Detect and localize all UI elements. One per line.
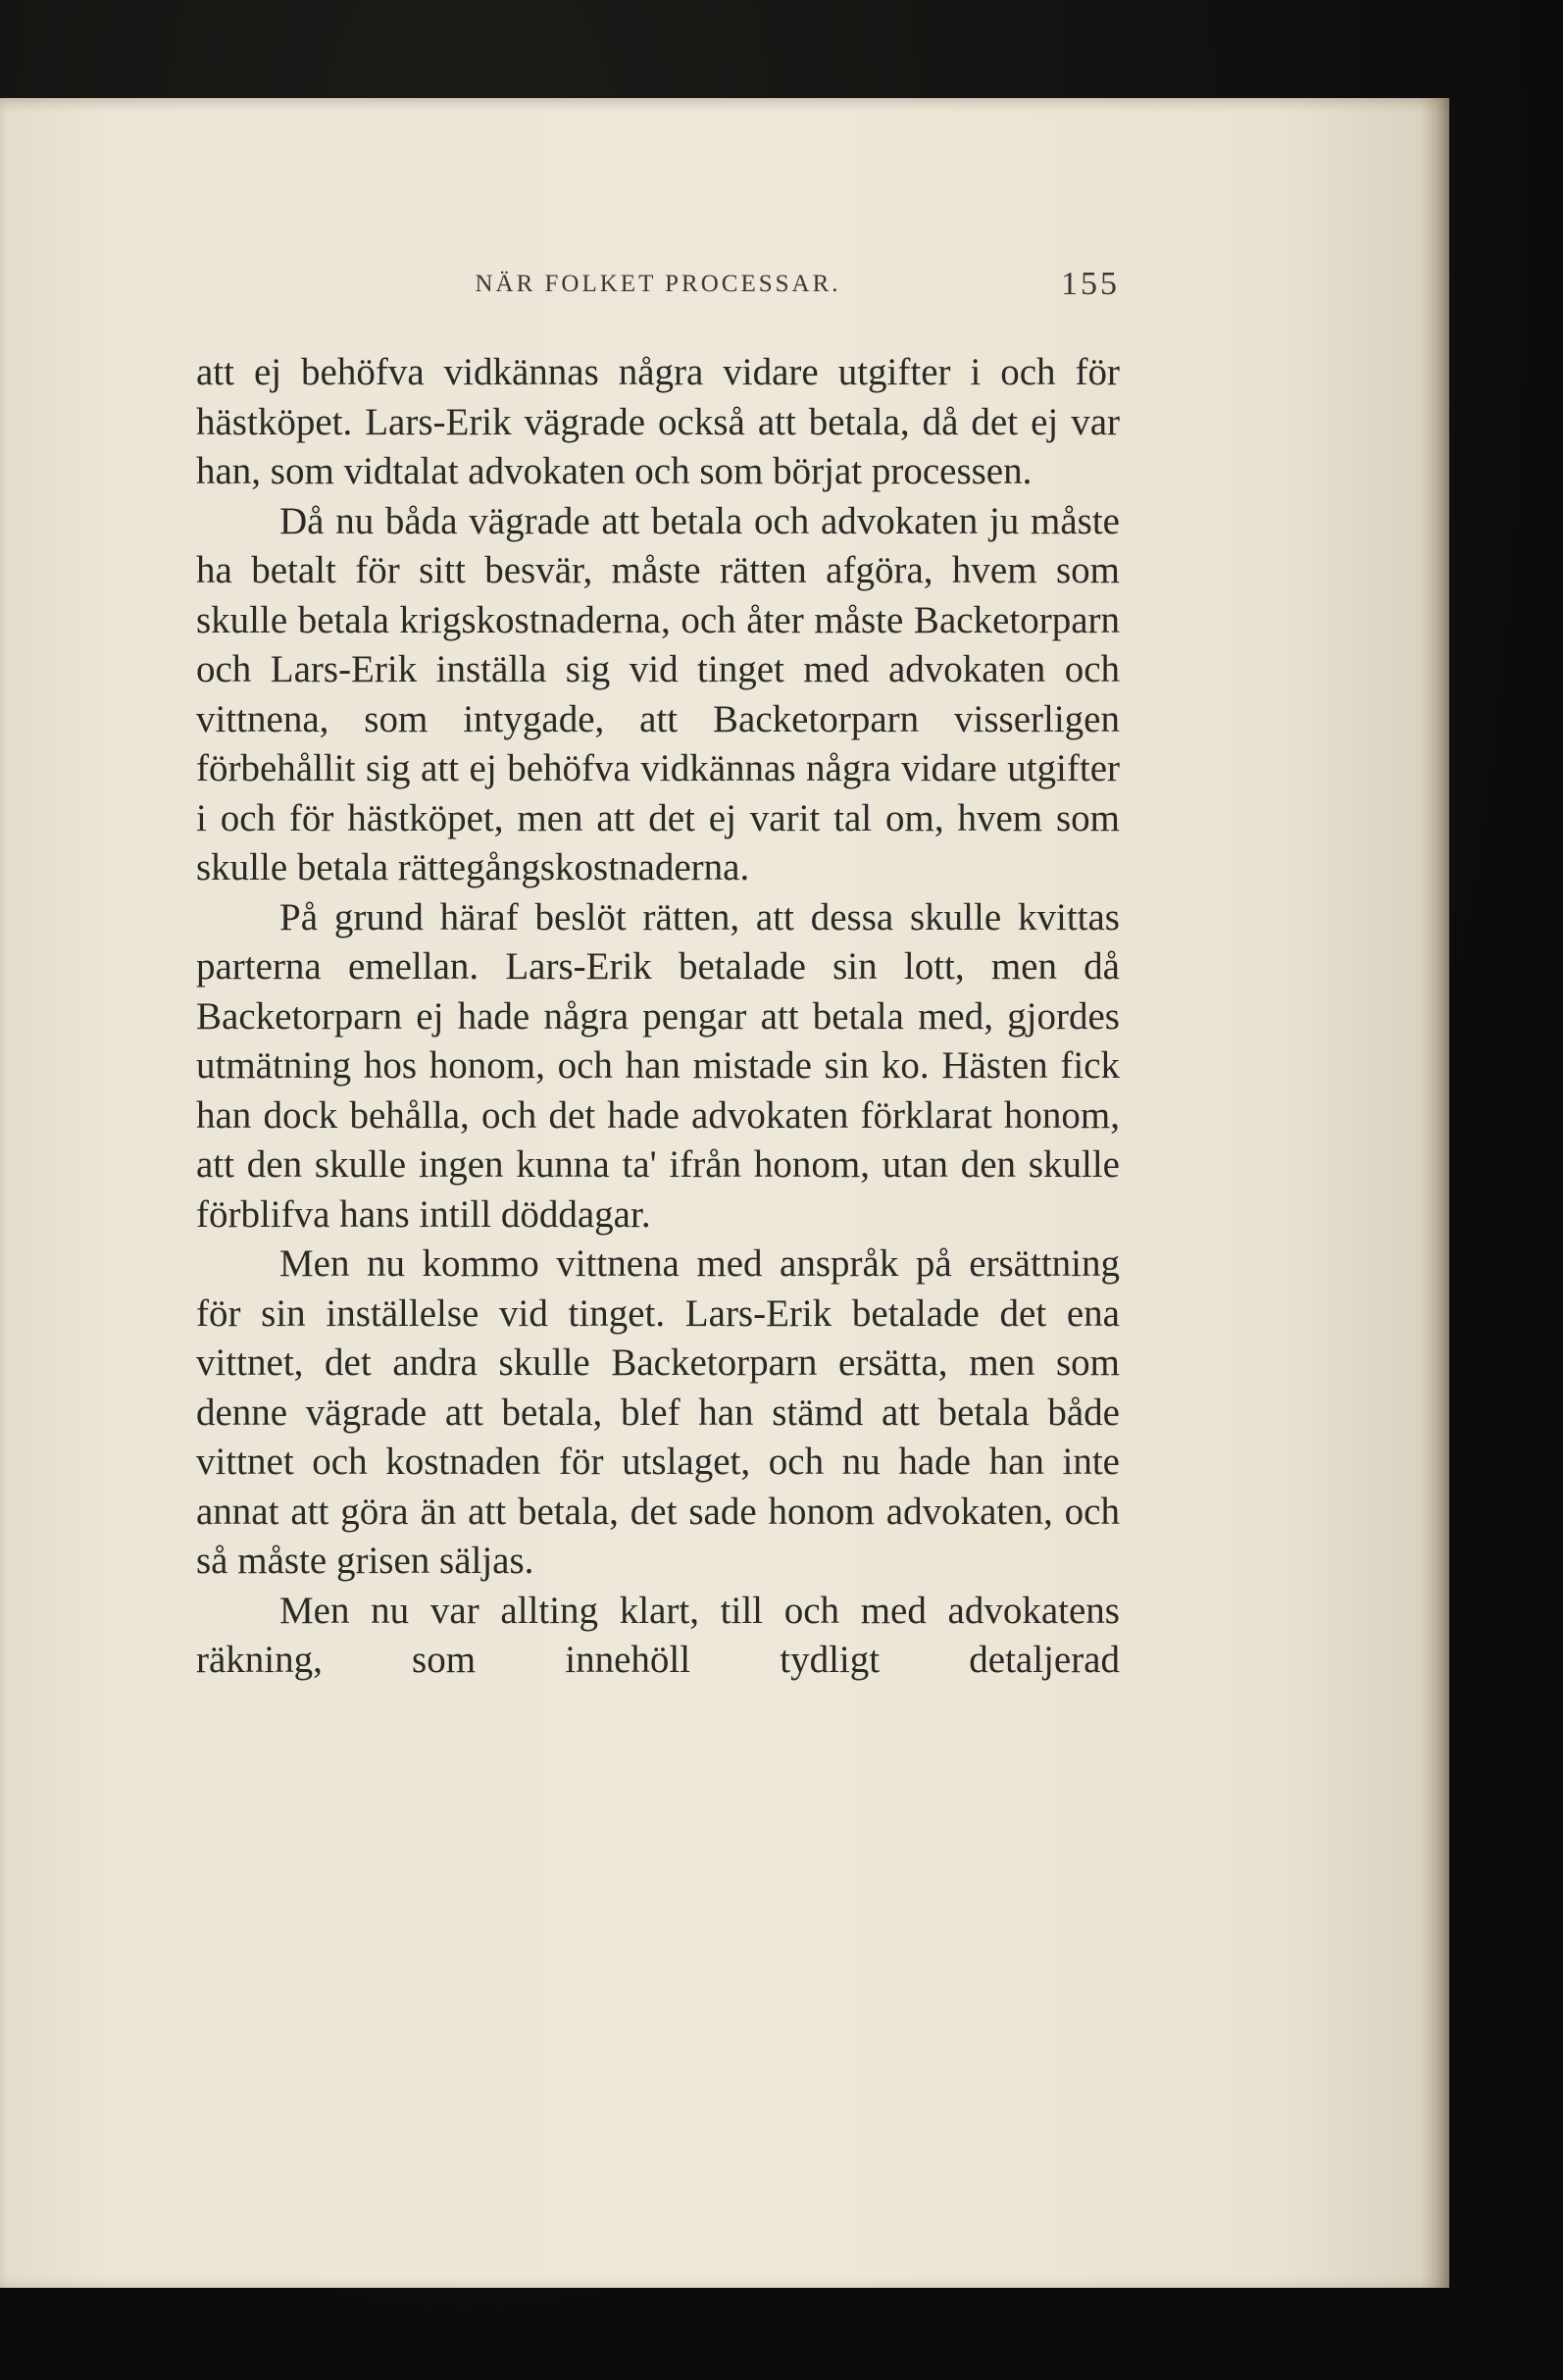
page-edge-shadow xyxy=(1420,98,1449,2288)
paragraph-2: Då nu båda vägrade att betala och advokaten ju måste ha betalt för sitt besvär, måste rätten afgöra, hvem som skulle betala krigskostnaderna, och åter måste Backetorparn och Lars-Erik inställa sig vid tinget med advokaten och vittnena, som intygade, att Backetorparn visserligen förbehållit sig att ej behöfva vidkännas några vidare utgifter i och för hästköpet, men att det ej varit tal om, hvem som skulle betala rättegångskostnaderna. xyxy=(196,499,1120,888)
paragraph-4: Men nu kommo vittnena med anspråk på ersättning för sin inställelse vid tinget. Lars-Erik betalade det ena vittnet, det andra skulle Backetorparn ersätta, men som denne vägrade att betala, blef han stämd att betala både vittnet och kostnaden för utslaget, och nu hade han inte annat att göra än att betala, det sade honom advokaten, och så måste grisen säljas. xyxy=(196,1242,1120,1582)
paragraph-1: att ej behöfva vidkännas några vidare utgifter i och för hästköpet. Lars-Erik vägrade också att betala, då det ej var han, som vidtalat advokaten och som börjat processen. xyxy=(196,351,1120,492)
body-text xyxy=(196,348,1120,1686)
page-number: 155 xyxy=(1061,266,1120,302)
paragraph-3: På grund häraf beslöt rätten, att dessa skulle kvittas parterna emellan. Lars-Erik betalade sin lott, men då Backetorparn ej hade några pengar att betala med, gjordes utmätning hos honom, och han mistade sin ko. Hästen fick han dock behålla, och det hade advokaten förklarat honom, att den skulle ingen kunna ta' ifrån honom, utan den skulle förblifva hans intill döddagar. xyxy=(196,895,1120,1236)
paragraph-5: Men nu var allting klart, till och med advokatens räkning, som innehöll tydligt detaljerad xyxy=(196,1589,1120,1681)
running-head: NÄR FOLKET PROCESSAR. xyxy=(475,271,841,297)
page-header xyxy=(196,265,1120,304)
